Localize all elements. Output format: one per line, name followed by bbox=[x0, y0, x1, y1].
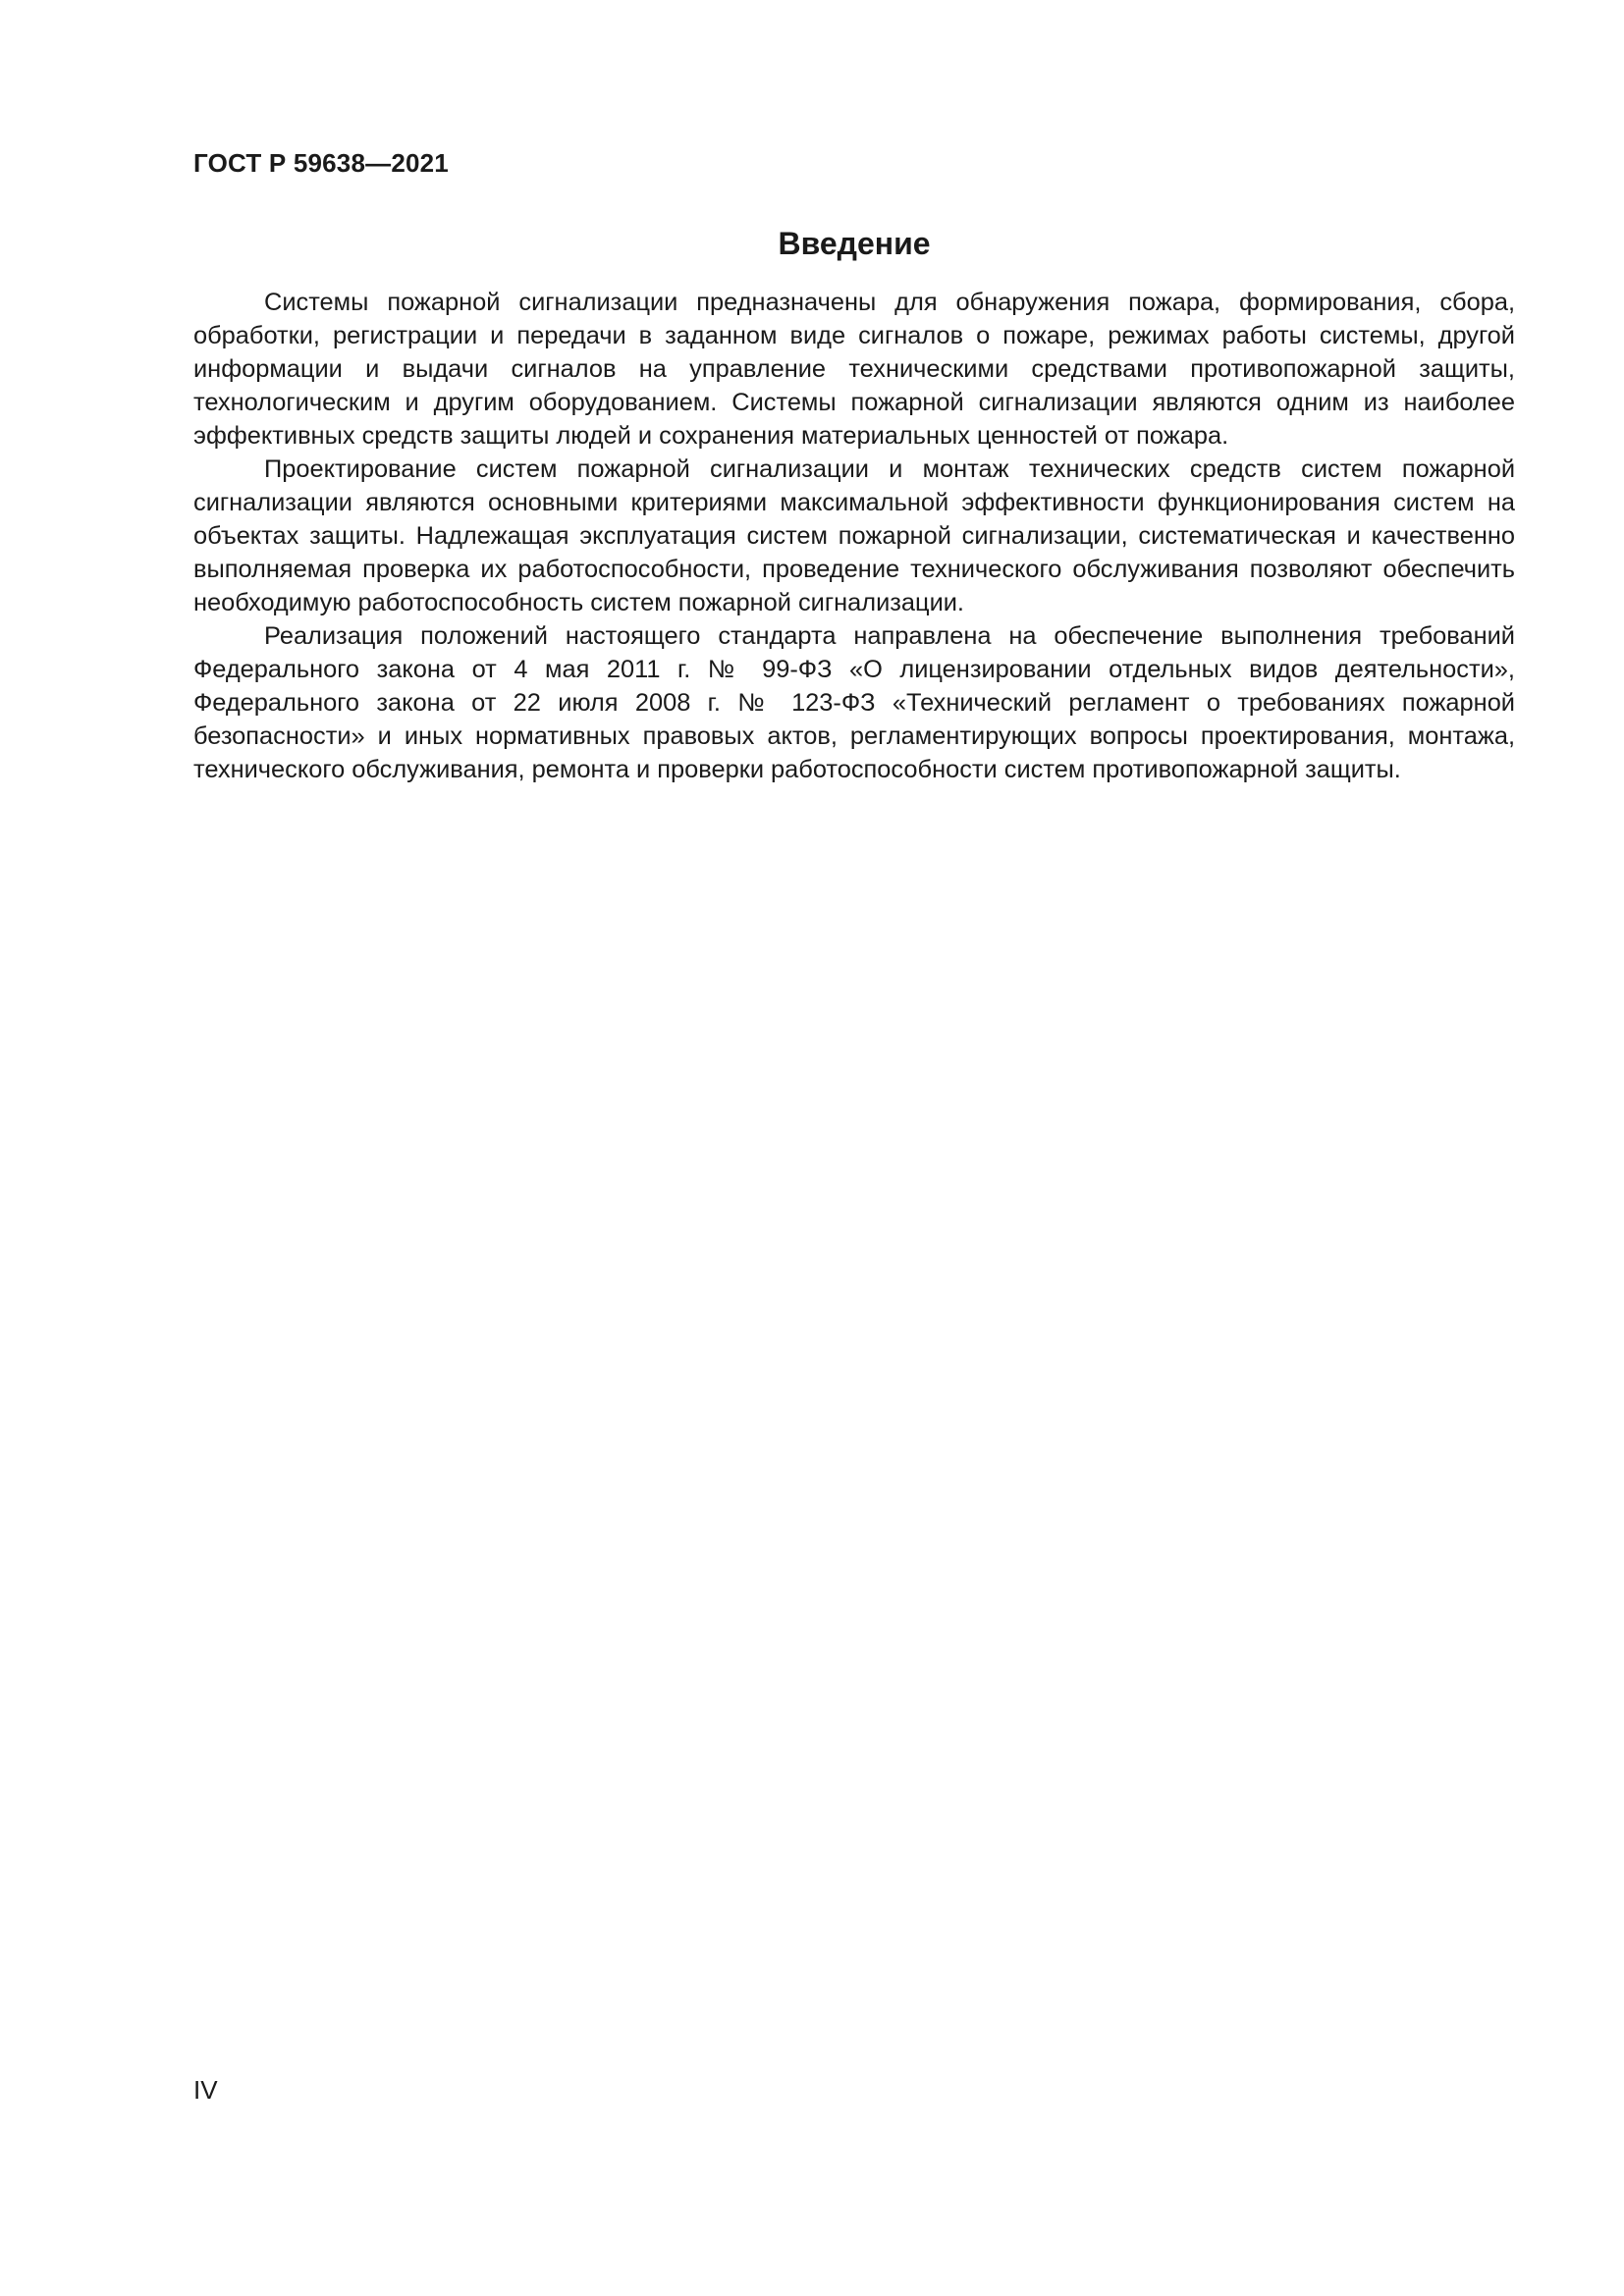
page-number: IV bbox=[193, 2075, 218, 2105]
paragraph-1: Системы пожарной сигнализации предназначены для обнаружения пожара, формирования, сбора, обработки, регистрации и передачи в заданном виде сигналов о пожаре, режимах работы системы, другой информации и выдачи сигналов на управление техническими средствами противопожарной защиты, технологическим и другим оборудованием. Системы пожарной сигнализации являются одним из наиболее эффективных средств защиты людей и сохранения материальных ценностей от пожара. bbox=[193, 289, 1515, 450]
section-title: Введение bbox=[778, 226, 931, 261]
paragraph-2: Проектирование систем пожарной сигнализации и монтаж технических средств систем пожарной сигнализации являются основными критериями максимальной эффективности функционирования систем на объектах защиты. Надлежащая эксплуатация систем пожарной сигнализации, систематическая и качественно выполняемая проверка их работоспособности, проведение технического обслуживания позволяют обеспечить необходимую работоспособность систем пожарной сигнализации. bbox=[193, 455, 1515, 616]
document-code-header: ГОСТ Р 59638—2021 bbox=[193, 148, 449, 178]
paragraph-3: Реализация положений настоящего стандарта направлена на обеспечение выполнения требований Федерального закона от 4 мая 2011 г. № 99-ФЗ «О лицензировании отдельных видов деятельности», Федерального закона от 22 июля 2008 г. № 123-ФЗ «Технический регламент о требованиях пожарной безопасности» и иных нормативных правовых актов, регламентирующих вопросы проектирования, монтажа, технического обслуживания, ремонта и проверки работоспособности систем противопожарной защиты. bbox=[193, 622, 1515, 783]
section-body bbox=[193, 286, 1515, 786]
